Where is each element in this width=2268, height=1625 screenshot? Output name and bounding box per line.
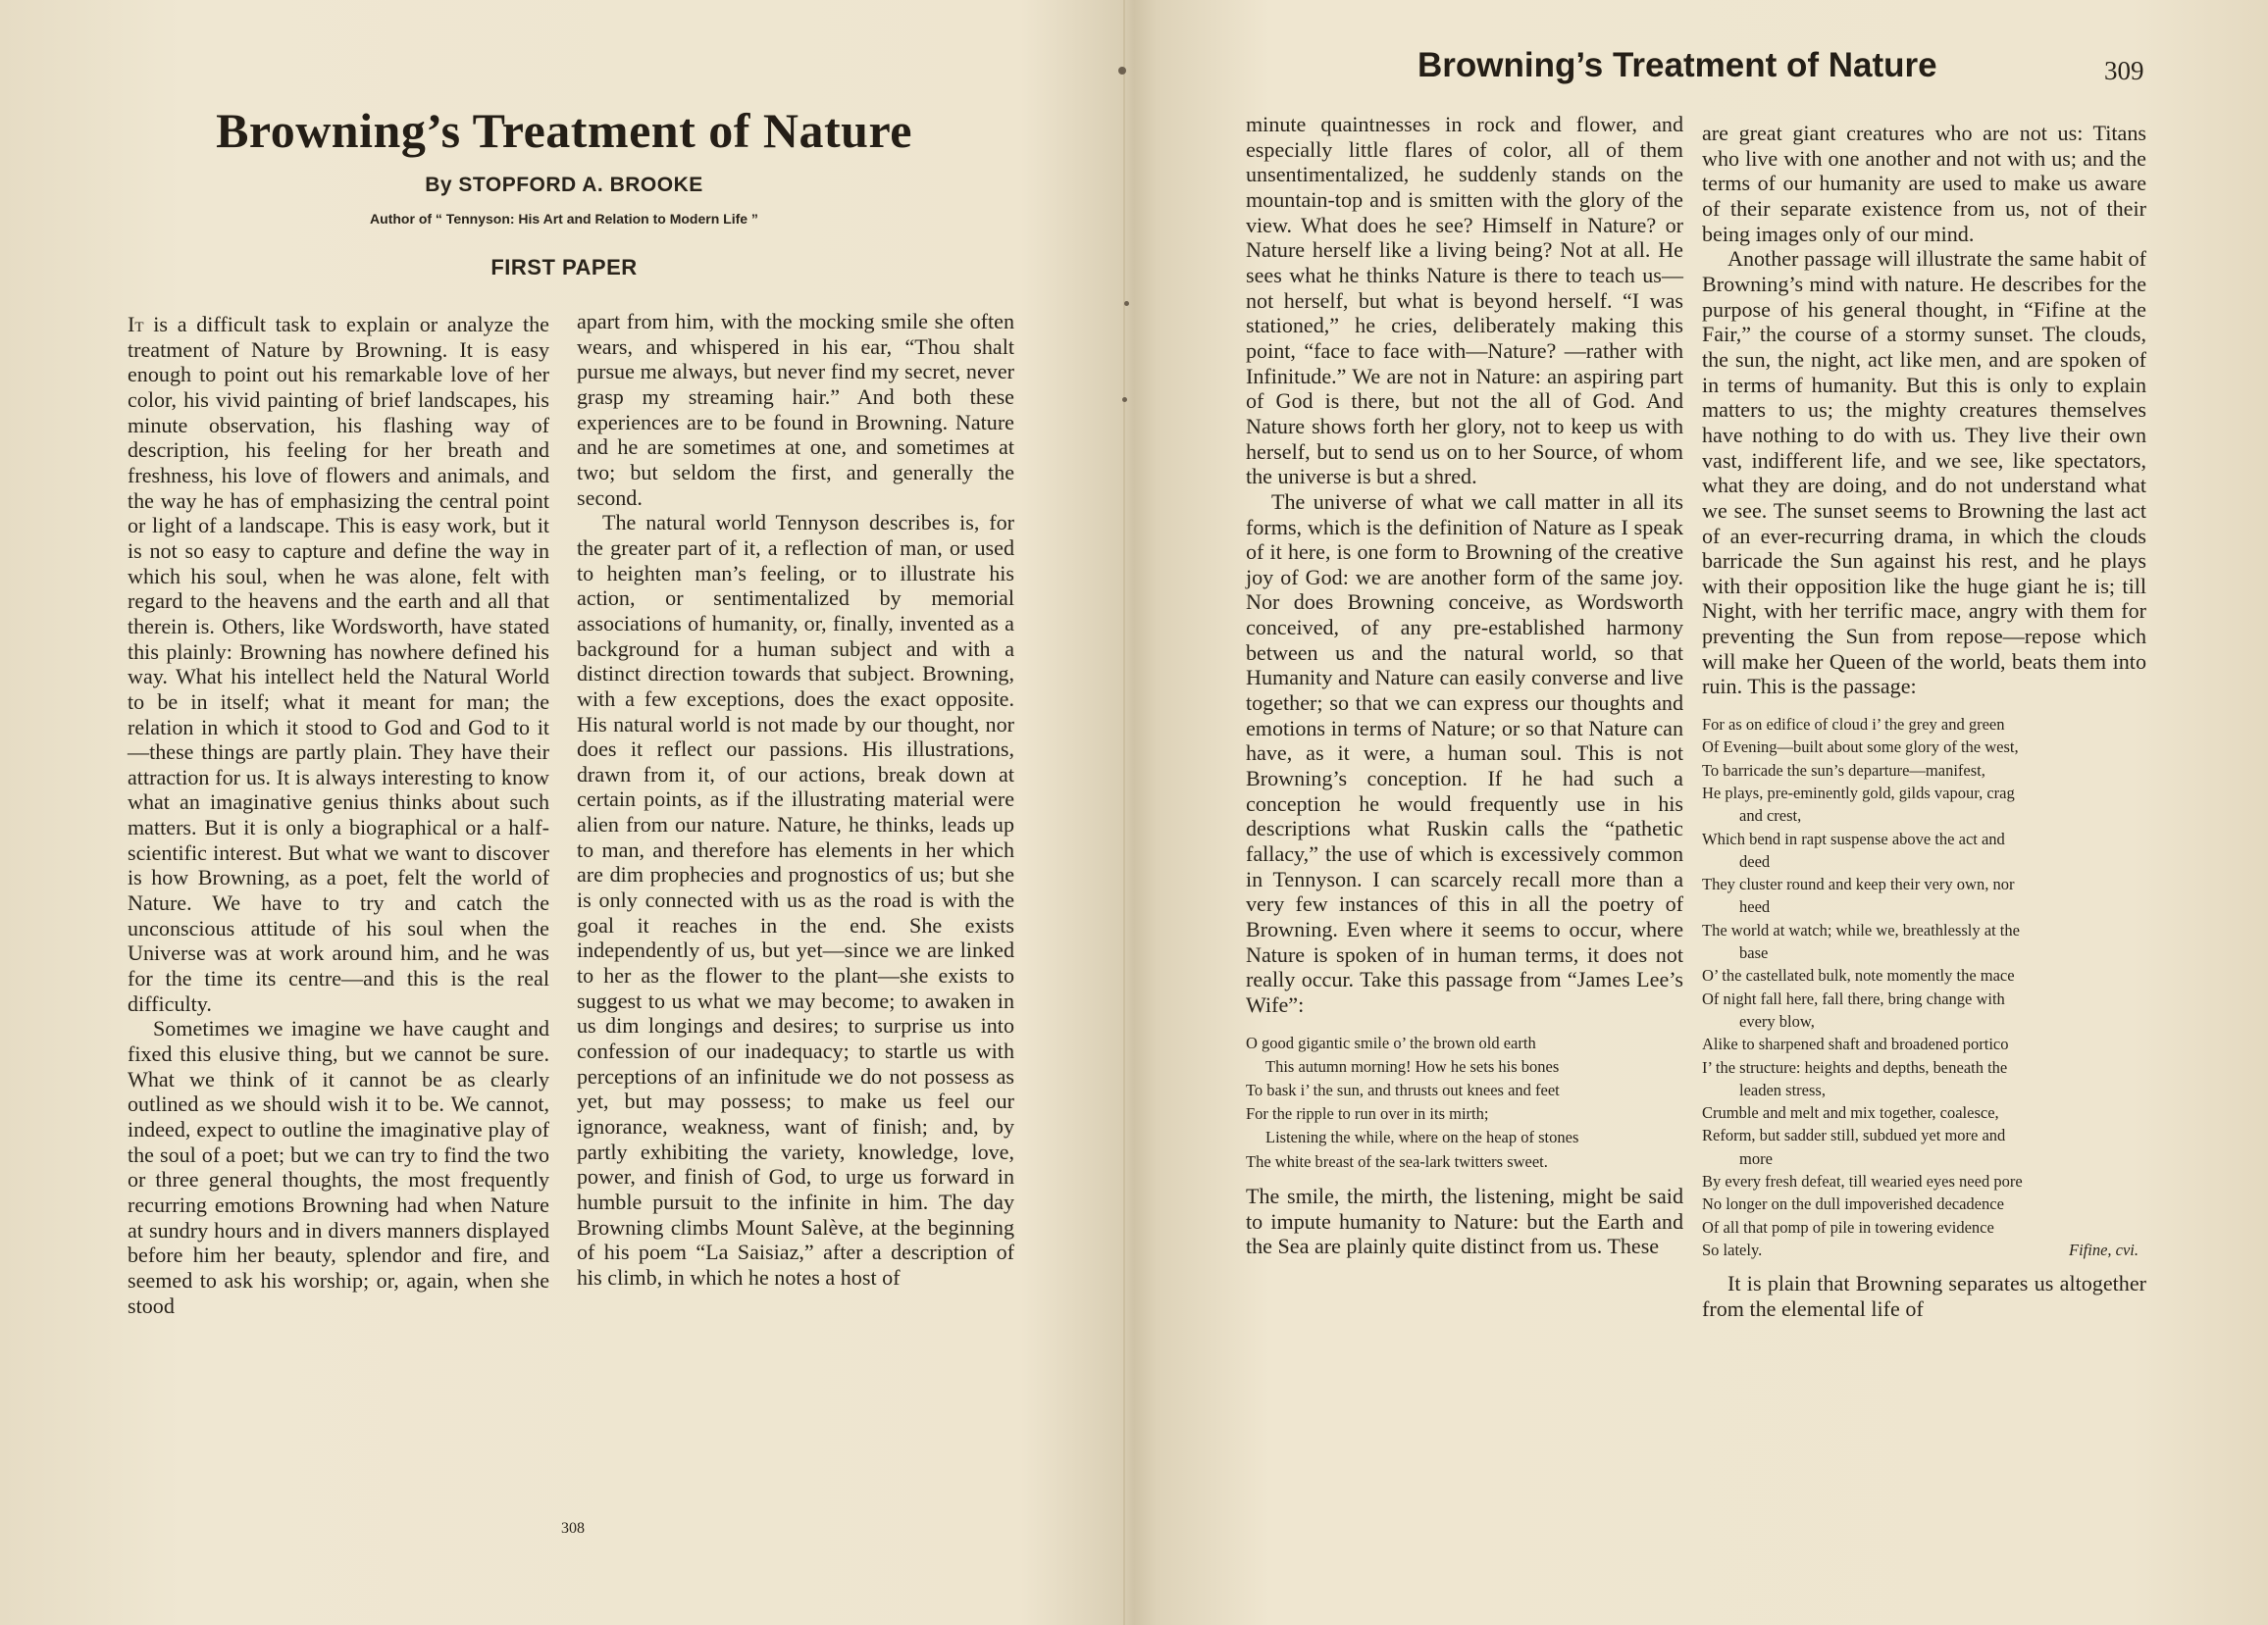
page-number: 308 — [561, 1520, 585, 1537]
verse-line: He plays, pre-eminently gold, gilds vapour, crag — [1702, 783, 2015, 802]
verse-quote — [1246, 1032, 1683, 1174]
verse-line: I’ the structure: heights and depths, beneath the — [1702, 1057, 2008, 1077]
verse-line: and crest, — [1739, 806, 1802, 826]
paragraph: are great giant creatures who are not us: Titans who live with one another and not with us; and the terms of our humanity are used to make us aware of their separate existence from us, not of their being images only of our mind. — [1702, 121, 2146, 246]
verse-line: They cluster round and keep their very own, nor — [1702, 875, 2015, 894]
verse-line: For as on edifice of cloud i’ the grey and green — [1702, 715, 2005, 735]
paragraph: apart from him, with the mocking smile she often wears, and whispered in his ear, “Thou shalt pursue me always, but never find my secret, never grasp my streaming hair.” And both these experiences are to be found in Browning. Nature and he are sometimes at one, and sometimes at two; but seldom the first, and generally the second. — [577, 309, 1014, 510]
paragraph: minute quaintnesses in rock and flower, and especially little flares of color, all of them unsentimentalized, he suddenly stands on the mountain-top and is smitten with the glory of the view. What does he see? Himself in Nature? or Nature herself like a living being? Not at all. He sees what he thinks Nature is there to teach us—not herself, but what is beyond herself. “I was stationed,” he cries, deliberately making this point, “face to face with—Nature? —rather with Infinitude.” We are not in Nature: an aspiring part of God is there, but not the all of God. And Nature shows forth her glory, not to keep us with herself, but to send us on to her Source, of whom the universe is but a shred. — [1246, 112, 1683, 489]
verse-line: heed — [1739, 897, 1771, 917]
verse-line: Listening the while, where on the heap of stones — [1265, 1128, 1579, 1147]
verse-line: Reform, but sadder still, subdued yet more and — [1702, 1126, 2006, 1145]
verse-line: base — [1739, 943, 1769, 963]
paragraph: The natural world Tennyson describes is, for the greater part of it, a reflection of man, or used to heighten man’s feeling, or to illustrate his action, or sentimentalized by memorial associations of humanity, or, finally, invented as a background for a human subject and with a distinct direction towards that subject. Browning, with a few exceptions, does the exact opposite. His natural world is not made by our thought, nor does it reflect our passions. His illustrations, drawn from it, of our actions, break down at certain points, as if the illustrating material were alien from our nature. Nature, he thinks, leads up to man, and therefore has elements in her which are dim prophecies and prognostics of us; but she is only connected with us as the road is with the goal it reaches in the end. She exists independently of us, but yet—since we are linked to her as the flower to the plant—she exists to suggest to us what we may become; to awaken in us dim longings and desires; to surprise us into confession of our inadequacy; to startle us with perceptions of an infinitude we do not possess as yet, but may possess; to make us feel our ignorance, weakness, want of finish; and, by partly exhibiting the variety, knowledge, love, power, and finish of God, to urge us forward in humble pursuit to the infinite in him. The day Browning climbs Mount Salève, at the beginning of his poem “La Saisiaz,” after a description of his climb, in which he notes a host of — [577, 510, 1014, 1290]
verse-citation: Fifine, cvi. — [2068, 1240, 2139, 1259]
verse-line: This autumn morning! How he sets his bones — [1265, 1056, 1560, 1076]
verse-line: Of all that pomp of pile in towering evidence — [1702, 1217, 1994, 1237]
verse-line: Crumble and melt and mix together, coalesce, — [1702, 1103, 1999, 1123]
verse-line: Alike to sharpened shaft and broadened portico — [1702, 1035, 2009, 1054]
lead-word: It — [128, 312, 144, 336]
byline: By STOPFORD A. BROOKE — [425, 174, 703, 196]
verse-line: By every fresh defeat, till wearied eyes need pore — [1702, 1172, 2023, 1192]
verse-line: Which bend in rapt suspense above the act and — [1702, 829, 2005, 848]
verse-line: deed — [1739, 851, 1771, 871]
verse-source-line — [1702, 1239, 2146, 1261]
verse-line: every blow, — [1739, 1011, 1815, 1031]
paragraph: The smile, the mirth, the listening, might be said to impute humanity to Nature: but the Earth and the Sea are plainly quite distinct from us. These — [1246, 1183, 1683, 1259]
author-credit: Author of “ Tennyson: His Art and Relation to Modern Life ” — [370, 211, 758, 227]
paragraph: Sometimes we imagine we have caught and fixed this elusive thing, but we cannot be sure. What we think of it cannot be as clearly outlined as we should wish it to be. We cannot, indeed, expect to outline the imaginative play of the soul of a poet; but we can try to find the two or three general thoughts, the most frequently recurring emotions Browning had when Nature at sundry hours and in divers manners displayed before him her beauty, splendor and fire, and seemed to ask his worship; or, again, when she stood — [128, 1016, 549, 1318]
verse-line: To bask i’ the sun, and thrusts out knees and feet — [1246, 1081, 1560, 1100]
verse-quote — [1702, 713, 2146, 1261]
verse-line: No longer on the dull impoverished decadence — [1702, 1194, 2004, 1214]
paragraph: It is a difficult task to explain or analyze the treatment of Nature by Browning. It is easy enough to point out his remarkable love of her color, his vivid painting of brief landscapes, his minute observation, his flashing way of description, his feeling for her breath and freshness, his love of flowers and animals, and the way he has of emphasizing the central point or light of a landscape. This is easy work, but it is not so easy to capture and define the way in which his soul, when he was alone, felt with regard to the heavens and the earth and all that therein is. Others, like Wordsworth, have stated this plainly: Browning has nowhere defined his way. What his intellect held the Natural World to be in itself; what it meant for man; the relation in which it stood to God and God to it—these things are partly plain. They have their attraction for us. It is always interesting to know what an imaginative genius thinks about such matters. But it is only a biographical or a half-scientific interest. But what we want to discover is how Browning, as a poet, felt the world of Nature. We have to try and catch the unconscious attitude of his soul when the Universe was at work around him, and he was for the time its centre—and this is the real difficulty. — [128, 312, 549, 1016]
verse-line: O’ the castellated bulk, note momently the mace — [1702, 966, 2015, 986]
paragraph: The universe of what we call matter in all its forms, which is the definition of Nature as I speak of it here, is one form to Browning of the creative joy of God: we are another form of the same joy. Nor does Browning conceive, as Wordsworth conceived, of any pre-established harmony between us and the natural world, so that Humanity and Nature can easily converse and live together; so that we can express our thoughts and emotions in terms of Nature; or so that Nature can have, as it were, a human soul. This is not Browning’s conception. If he had such a conception he would frequently use in his descriptions what Ruskin calls the “pathetic fallacy,” the use of which is excessively common in Tennyson. I can scarcely recall more than a very few instances of this in all the poetry of Browning. Even where it seems to occur, where Nature is spoken of in human terms, it does not really occur. Take this passage from “James Lee’s Wife”: — [1246, 488, 1683, 1017]
verse-line: Of night fall here, fall there, bring change with — [1702, 989, 2005, 1008]
paragraph: Another passage will illustrate the same habit of Browning’s mind with nature. He describes for the purpose of his general thought, in “Fifine at the Fair,” the course of a stormy sunset. The clouds, the sun, the night, act like men, and are spoken of in terms of humanity. But this is only to explain matters to us; the mighty creatures themselves have nothing to do with us. They live their own vast, indifferent life, and we see, like spectators, what they are doing, and do not understand what we see. The sunset seems to Browning the last act of an ever-recurring drama, in which the clouds barricade the Sun against his rest, and he plays with their opposition like the huge giant he is; till Night, with her terrific mace, angry with them for preventing the Sun from repose—repose which will make her Queen of the world, beats them into ruin. This is the passage: — [1702, 246, 2146, 699]
verse-line: Of Evening—built about some glory of the west, — [1702, 737, 2019, 757]
verse-line: leaden stress, — [1739, 1080, 1826, 1099]
paragraph: It is plain that Browning separates us altogether from the elemental life of — [1702, 1271, 2146, 1321]
article-title: Browning’s Treatment of Nature — [216, 103, 912, 158]
page-number: 309 — [2104, 56, 2144, 85]
verse-line: The world at watch; while we, breathlessly at the — [1702, 920, 2020, 939]
section-heading: FIRST PAPER — [490, 255, 638, 279]
verse-line: To barricade the sun’s departure—manifest, — [1702, 760, 1985, 780]
verse-line: more — [1739, 1148, 1773, 1168]
verse-line: The white breast of the sea-lark twitters sweet. — [1246, 1151, 1548, 1171]
right-column-1 — [1246, 112, 1683, 1259]
verse-line: So lately. — [1702, 1240, 1763, 1259]
verse-line: For the ripple to run over in its mirth; — [1246, 1104, 1489, 1124]
running-head: Browning’s Treatment of Nature — [1418, 46, 1937, 84]
right-column-2 — [1702, 121, 2146, 1322]
verse-line: O good gigantic smile o’ the brown old earth — [1246, 1033, 1536, 1052]
